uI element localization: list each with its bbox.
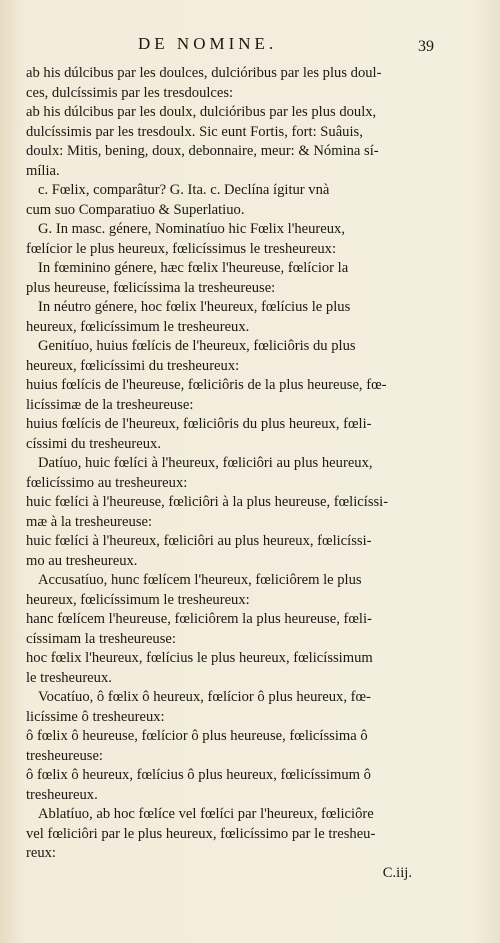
text-line: doulx: Mitis, bening, doux, debonnaire, meur: & Nómina sí- [26, 143, 379, 159]
text-line: ab his dúlcibus par les doulces, dulcióribus par les plus doul- [26, 65, 382, 81]
text-line: vel fœliciôri par le plus heureux, fœlicíssimo par le treshеu- [26, 825, 376, 842]
running-head: DE NOMINE. [138, 34, 278, 53]
text-line: licíssime ô tresheureux: [26, 708, 165, 725]
text-line: tresheureux. [26, 786, 98, 803]
text-line: huius fœlícis de l'heureuse, fœliciôris de la plus heureuse, fœ- [26, 377, 387, 393]
text-line: Genitíuo, huius fœlícis de l'heureux, fœliciôris du plus [38, 338, 356, 354]
text-line: Datíuo, huic fœlíci à l'heureux, fœliciôri au plus heureux, [38, 455, 373, 471]
text-line: huius fœlícis de l'heureux, fœliciôris du plus heureux, fœli- [26, 416, 372, 432]
text-line: hanc fœlícem l'heureuse, fœliciôrem la plus heureuse, fœli- [26, 611, 372, 627]
text-line: fœlicíssimo au tresheureux: [26, 474, 188, 491]
text-line: ces, dulcíssimis par les tresdoulces: [26, 84, 234, 101]
text-line: huic fœlíci à l'heureux, fœliciôri au plus heureux, fœlicíssi- [26, 533, 372, 549]
text-line: In néutro génere, hoc fœlix l'heureux, fœlícius le plus [38, 299, 351, 315]
text-line: hoc fœlix l'heureux, fœlícius le plus heureux, fœlicíssimum [26, 650, 373, 666]
text-line: heureux, fœlicíssimum le tresheureux: [26, 591, 250, 608]
text-line: plus heureuse, fœlicíssima la tresheureuse: [26, 279, 276, 296]
text-line: ô fœlix ô heureux, fœlícius ô plus heureux, fœlicíssimum ô [26, 767, 371, 783]
text-line: licíssimæ de la tresheureuse: [26, 396, 194, 413]
text-line: huic fœlíci à l'heureuse, fœliciôri à la plus heureuse, fœlicíssi- [26, 494, 389, 510]
text-line: Ablatíuo, ab hoc fœlíce vel fœlíci par l'heureux, fœliciôre [38, 806, 374, 822]
text-line: mília. [26, 162, 60, 179]
text-line: In fœminino génere, hæc fœlix l'heureuse, fœlícior la [38, 260, 349, 276]
text-line: císsimam la tresheureuse: [26, 630, 176, 647]
text-line: Vocatíuo, ô fœlix ô heureux, fœlícior ô plus heureux, fœ- [38, 689, 371, 705]
text-line: fœlícior le plus heureux, fœlicíssimus le tresheureux: [26, 240, 337, 257]
text-line: ô fœlix ô heureuse, fœlícior ô plus heureuse, fœlicíssima ô [26, 728, 368, 744]
text-line: heureux, fœlicíssimum le tresheureux. [26, 318, 250, 335]
text-line: reux: [26, 845, 56, 861]
text-line: císsimi du tresheureux. [26, 435, 161, 452]
text-line: mæ à la tresheureuse: [26, 513, 153, 530]
text-line: cum suo Comparatiuo & Superlatiuo. [26, 201, 245, 218]
text-line: heureux, fœlicíssimi du tresheureux: [26, 357, 240, 374]
text-line: Accusatíuo, hunc fœlícem l'heureux, fœliciôrem le plus [38, 572, 362, 588]
text-line: dulcíssimis par les tresdoulx. Sic eunt Fortis, fort: Suâuis, [26, 123, 363, 140]
text-line: G. In masc. génere, Nominatíuo hic Fœlix l'heureux, [38, 221, 345, 237]
text-line: c. Fœlix, comparâtur? G. Ita. c. Declína ígitur vnà [38, 182, 330, 198]
text-line: ab his dúlcibus par les doulx, dulcióribus par les plus doulx, [26, 104, 377, 120]
text-block [26, 64, 434, 883]
text-line: tresheureuse: [26, 747, 103, 764]
page-number: 39 [418, 38, 434, 55]
text-line: le tresheureux. [26, 669, 112, 686]
page-header [0, 34, 500, 58]
signature-mark: C.iij. [382, 864, 412, 881]
text-line: mo au tresheureux. [26, 552, 138, 569]
